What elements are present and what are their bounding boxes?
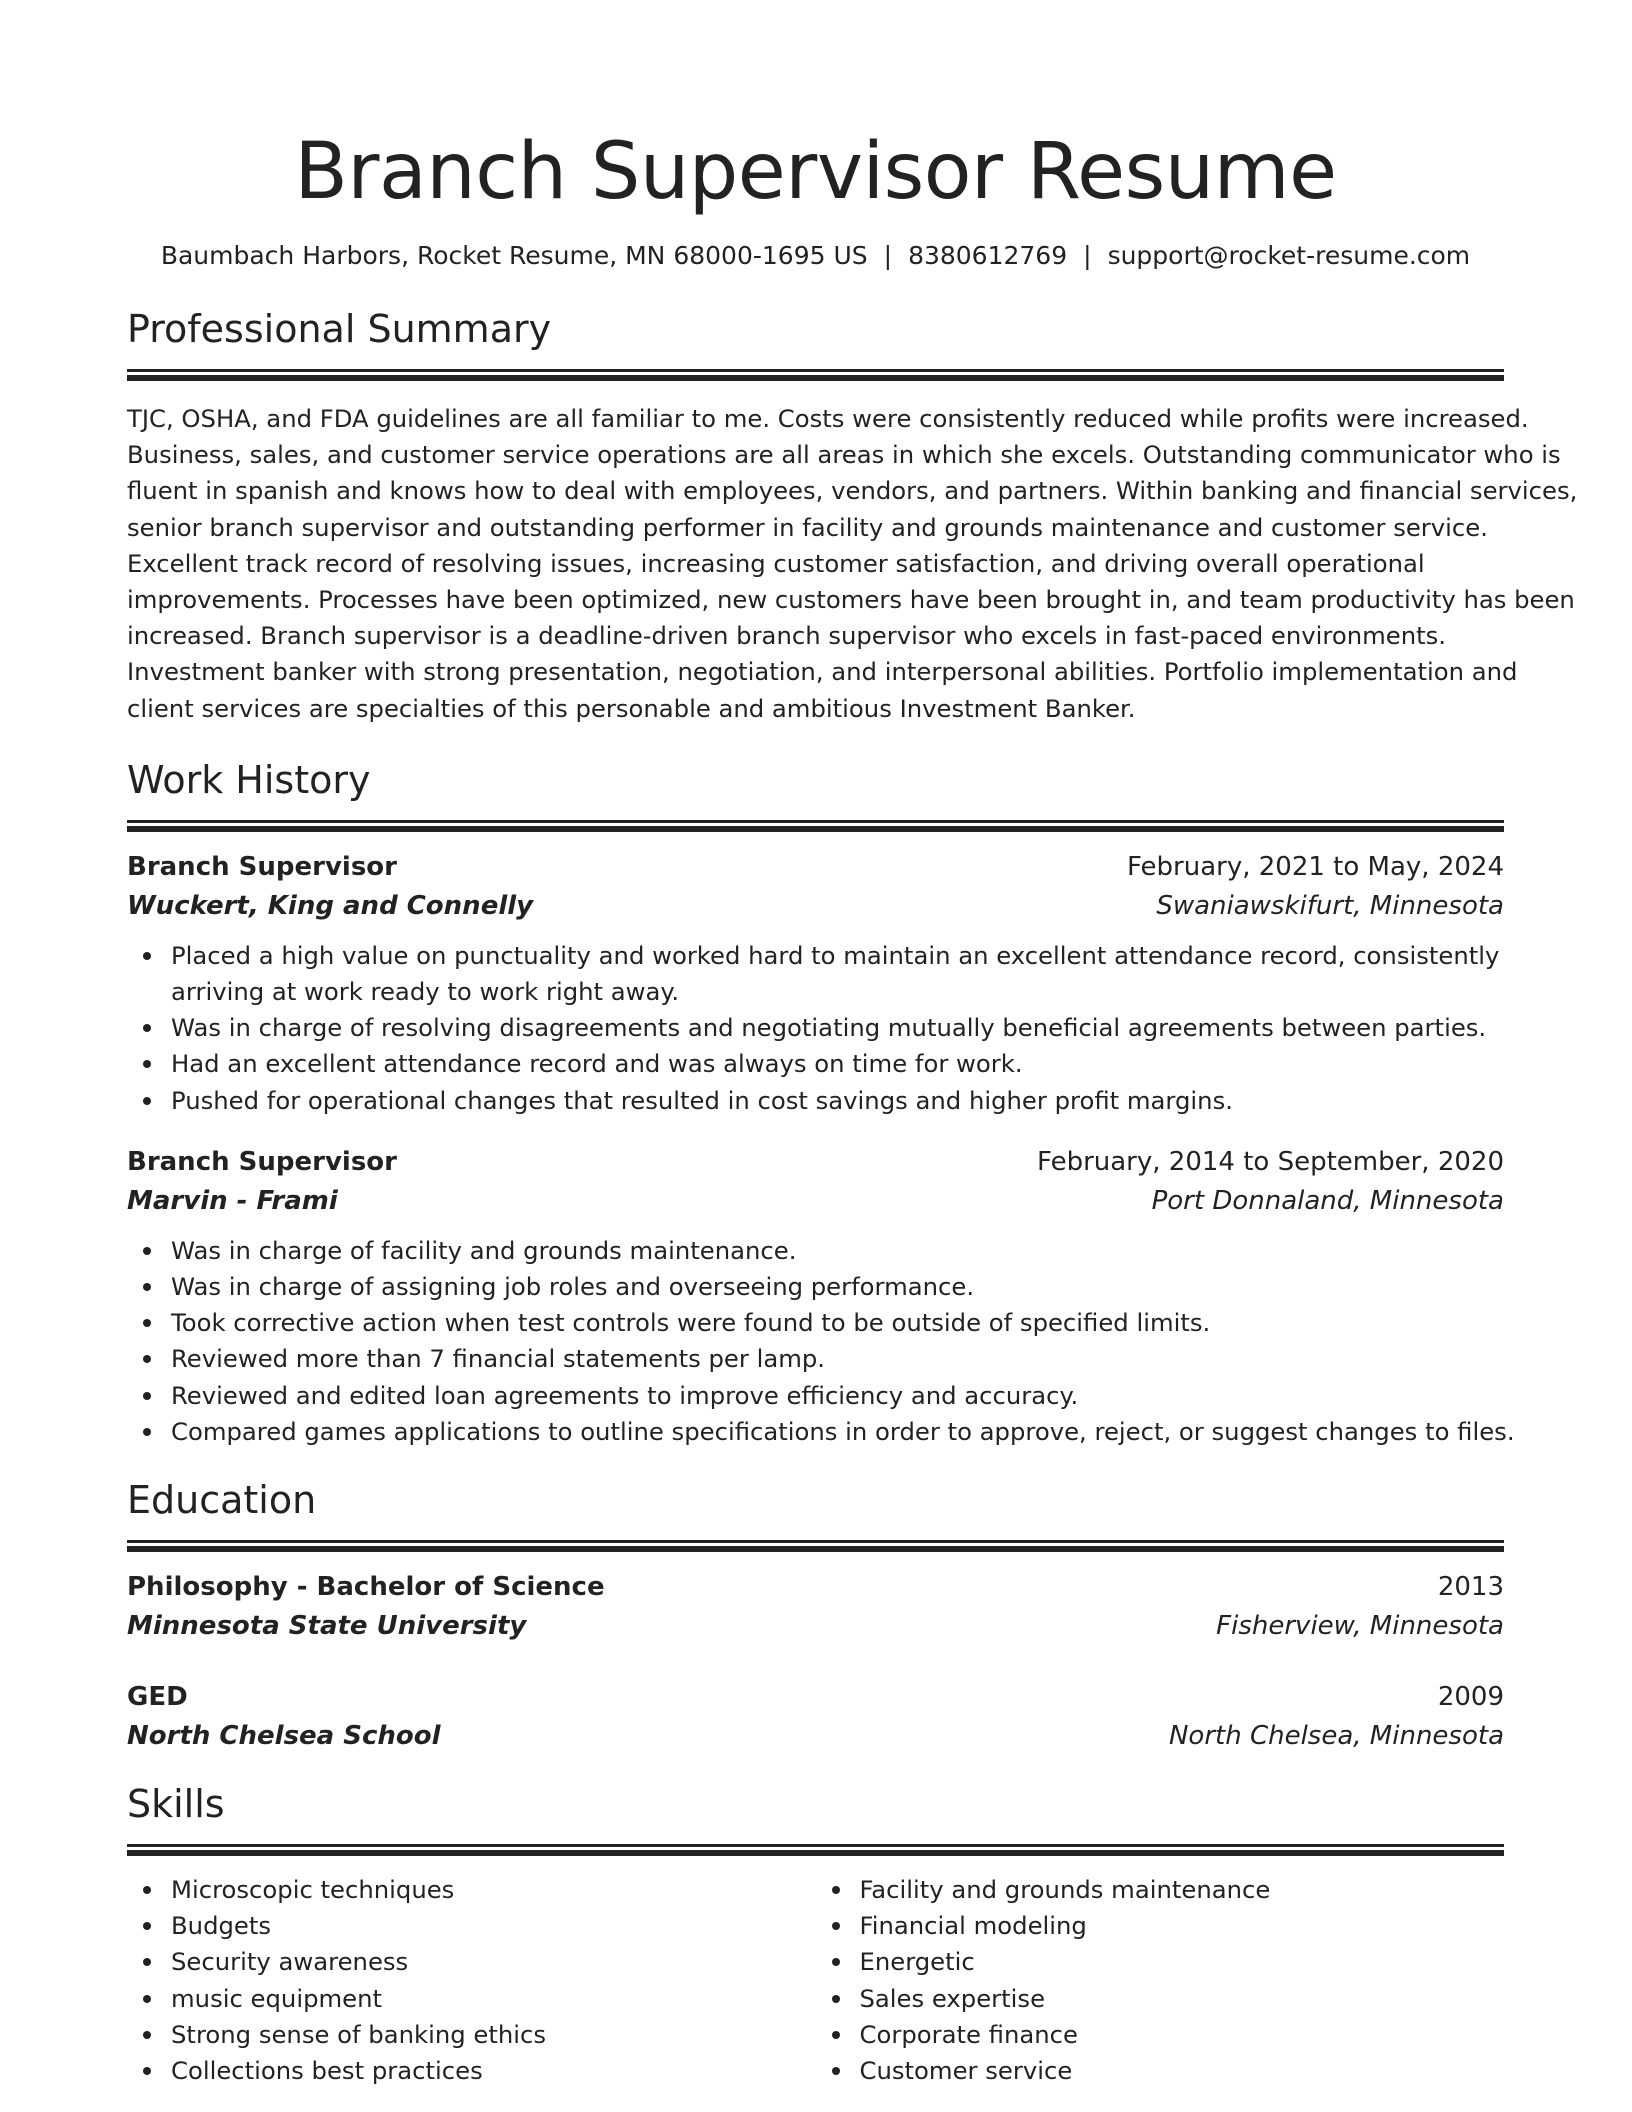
job-bullets xyxy=(127,938,1504,1119)
summary-paragraph xyxy=(127,401,1578,727)
skills-heading: Skills xyxy=(127,1782,225,1827)
summary-line: improvements. Processes have been optimized, new customers have been brought in, and team productivity has been xyxy=(127,585,1575,615)
school-name: North Chelsea School xyxy=(127,1721,441,1752)
work-heading: Work History xyxy=(127,757,371,802)
graduation-year: 2009 xyxy=(1437,1682,1504,1713)
list-item: Pushed for operational changes that resulted in cost savings and higher profit margins. xyxy=(171,1083,1504,1119)
list-item: Was in charge of facility and grounds maintenance. xyxy=(171,1233,1504,1269)
education-entry xyxy=(127,1568,1504,1646)
section-divider xyxy=(127,1540,1504,1552)
summary-line: increased. Branch supervisor is a deadline-driven branch supervisor who excels in fast-paced environments. xyxy=(127,621,1447,651)
list-item: Customer service xyxy=(860,2053,1505,2089)
list-item: Strong sense of banking ethics xyxy=(171,2017,816,2053)
education-section xyxy=(127,1476,1504,1756)
job-location: Port Donnaland, Minnesota xyxy=(1151,1185,1504,1216)
list-item: Corporate finance xyxy=(860,2017,1505,2053)
school-name: Minnesota State University xyxy=(127,1611,527,1642)
contact-separator: | xyxy=(883,241,893,270)
job-entry xyxy=(127,848,1504,1119)
list-item: music equipment xyxy=(171,1981,816,2017)
summary-line: Excellent track record of resolving issues, increasing customer satisfaction, and driving overall operational xyxy=(127,548,1425,578)
summary-line: fluent in spanish and knows how to deal with employees, vendors, and partners. Within banking and financial services, xyxy=(127,476,1578,506)
list-item: Collections best practices xyxy=(171,2053,816,2089)
section-divider xyxy=(127,1844,1504,1856)
list-item: Facility and grounds maintenance xyxy=(860,1872,1505,1908)
skills-column-left xyxy=(127,1872,816,2089)
list-item: Financial modeling xyxy=(860,1908,1505,1944)
summary-line: Investment banker with strong presentation, negotiation, and interpersonal abilities. Portfolio implementation and xyxy=(127,657,1518,687)
list-item: Was in charge of assigning job roles and overseeing performance. xyxy=(171,1269,1504,1305)
list-item: Had an excellent attendance record and was always on time for work. xyxy=(171,1046,1504,1082)
degree: Philosophy - Bachelor of Science xyxy=(127,1572,605,1603)
contact-email: support@rocket-resume.com xyxy=(1107,241,1471,270)
summary-heading: Professional Summary xyxy=(127,307,552,351)
bullet-text: Placed a high value on punctuality and worked hard to maintain an excellent attendance record, consistently xyxy=(171,940,1500,970)
degree: GED xyxy=(127,1682,188,1713)
list-item: Security awareness xyxy=(171,1944,816,1980)
skills-section xyxy=(127,1780,1504,2089)
list-item: Reviewed more than 7 financial statements per lamp. xyxy=(171,1341,1504,1377)
graduation-year: 2013 xyxy=(1437,1572,1504,1603)
contact-phone: 8380612769 xyxy=(908,241,1068,270)
job-title: Branch Supervisor xyxy=(127,851,397,882)
school-location: Fisherview, Minnesota xyxy=(1216,1611,1504,1642)
page-title: Branch Supervisor Resume xyxy=(294,127,1337,217)
list-item: Microscopic techniques xyxy=(171,1872,816,1908)
list-item: Compared games applications to outline specifications in order to approve, reject, or suggest changes to files. xyxy=(171,1414,1504,1450)
summary-section xyxy=(127,305,1578,727)
education-heading: Education xyxy=(127,1478,317,1523)
job-dates: February, 2021 to May, 2024 xyxy=(1127,851,1504,882)
contact-address: Baumbach Harbors, Rocket Resume, MN 68000-1695 US xyxy=(160,241,868,270)
job-bullets xyxy=(127,1233,1515,1450)
list-item: Reviewed and edited loan agreements to improve efficiency and accuracy. xyxy=(171,1378,1504,1414)
summary-line: Business, sales, and customer service operations are all areas in which she excels. Outstanding communicator who is xyxy=(127,440,1561,470)
summary-line: client services are specialties of this personable and ambitious Investment Banker. xyxy=(127,693,1136,723)
job-location: Swaniawskifurt, Minnesota xyxy=(1156,890,1504,921)
skills-column-right xyxy=(816,1872,1505,2089)
education-entry xyxy=(127,1678,1504,1756)
summary-line: senior branch supervisor and outstanding performer in facility and grounds maintenance and customer service. xyxy=(127,512,1488,542)
job-company: Wuckert, King and Connelly xyxy=(127,890,534,921)
job-dates: February, 2014 to September, 2020 xyxy=(1037,1146,1504,1177)
job-title: Branch Supervisor xyxy=(127,1146,397,1177)
list-item: Energetic xyxy=(860,1944,1505,1980)
contact-separator: | xyxy=(1083,241,1092,270)
work-section xyxy=(127,756,1515,1450)
list-item: Was in charge of resolving disagreements and negotiating mutually beneficial agreements between parties. xyxy=(171,1010,1504,1046)
list-item: Sales expertise xyxy=(860,1981,1505,2017)
list-item: Took corrective action when test controls were found to be outside of specified limits. xyxy=(171,1305,1504,1341)
school-location: North Chelsea, Minnesota xyxy=(1168,1721,1504,1752)
contact-line xyxy=(127,240,1504,272)
section-divider xyxy=(127,369,1504,381)
bullet-text: arriving at work ready to work right away. xyxy=(171,977,680,1007)
list-item: Budgets xyxy=(171,1908,816,1944)
list-item xyxy=(171,938,1504,1010)
job-entry xyxy=(127,1143,1515,1450)
summary-line: TJC, OSHA, and FDA guidelines are all familiar to me. Costs were consistently reduced while profits were increased. xyxy=(127,404,1529,433)
job-company: Marvin - Frami xyxy=(127,1185,338,1216)
resume-page xyxy=(127,0,1578,2089)
section-divider xyxy=(127,820,1504,832)
skills-grid xyxy=(127,1872,1504,2089)
